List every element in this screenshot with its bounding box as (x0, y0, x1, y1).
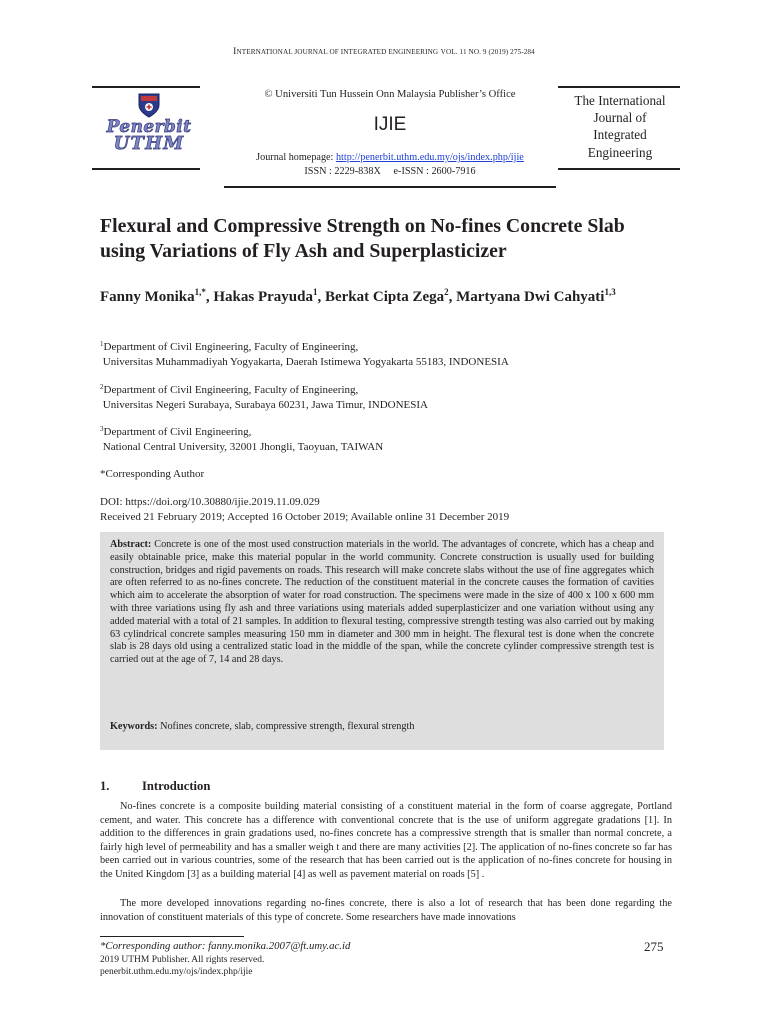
homepage-link[interactable]: http://penerbit.uthm.edu.my/ojs/index.php/ijie (335, 152, 524, 163)
paragraph-text: The more developed innovations regarding no-fines concrete, there is also a lot of research that has been done regarding the innovation of constituent materials of this type of concrete. Some researchers have made innovations (100, 898, 672, 923)
masthead-rule-left-top (92, 86, 200, 88)
abstract-text: Concrete is one of the most used construction materials in the world. The advantages of concrete, which has a cheap and easily obtainable price, make this material popular in the world community. Concrete construction is usually used for building construction, bridges and rigid pavements on roads. This research will make concrete slabs without the use of fine aggregates which are often referred to as no-fines concrete. The reduction of the constituent material in the concrete causes the formation of cavities which aim to accelerate the absorption of water for road construction. The specimens were made in the size of 400 x 100 x 600 mm with three variations using fly ash and three variations using materials added superplasticizer and one variation without using any added material with a total of 21 samples. In addition to flexural testing, compressive strength testing was also carried out by making 63 cylindrical concrete samples measuring 150 mm in diameter and 300 mm in height. The flexural test is done when the concrete slab is 28 days old using a centralized static load in the middle of the span, while the concrete cylinder compressive strength test is carried out at the age of 7, 14 and 28 days. (110, 539, 654, 666)
author-affiliation-mark: 1,* (194, 287, 206, 297)
affiliation-number: 1 (100, 340, 104, 348)
article-title (100, 214, 680, 264)
affiliation (100, 383, 680, 413)
author-name: Berkat Cipta Zega (324, 289, 445, 305)
footer-url: penerbit.uthm.edu.my/ojs/index.php/ijie (100, 967, 253, 977)
affiliation (100, 340, 680, 370)
affiliation-number: 3 (100, 425, 104, 433)
publisher-logo (104, 92, 194, 162)
page-number: 275 (644, 939, 664, 954)
section-heading (100, 779, 210, 794)
affiliation-number: 2 (100, 383, 104, 391)
keywords-label: Keywords: (110, 721, 158, 732)
footnote-rule (100, 936, 244, 937)
masthead-rule-left-bottom (92, 168, 200, 170)
journal-name (560, 92, 680, 161)
keywords (110, 721, 414, 732)
journal-name-line: The International (574, 93, 666, 108)
author-affiliation-mark: 2 (444, 287, 449, 297)
issn-line: ISSN : 2229-838X e-ISSN : 2600-7916 (304, 166, 476, 177)
affiliation-line: Universitas Negeri Surabaya, Surabaya 60231, Jawa Timur, INDONESIA (102, 398, 428, 411)
running-head-journal: NTERNATIONAL JOURNAL OF INTEGRATED ENGINEERING (236, 48, 439, 56)
logo-text-uthm: UTHM (113, 133, 185, 154)
body-paragraph (100, 800, 672, 882)
journal-name-line: Journal of (593, 110, 647, 126)
paragraph-text: No-fines concrete is a composite building material consisting of a constituent material in the form of coarse aggregate, Portland cement, and water. This concrete has a difference with conventional concrete that is the use of uniform aggregate gradations [1]. In addition to the differences in grain gradations used, no-fines concrete has a compressive strength that is smaller than normal concrete, a fairly high level of permeability and has a smaller weigh t and there are many activities [2]. The application of no-fines concrete so far has been carried out in various countries, some of the research that has been carried out is the application of no-fines concrete for housing in the United Kingdom [3] as a building material [4] as well as pavement material on roads [5] . (100, 801, 672, 880)
affiliation-line: National Central University, 32001 Jhongli, Taoyuan, TAIWAN (102, 440, 384, 453)
affiliation-line: Department of Civil Engineering, Faculty of Engineering, (103, 341, 359, 353)
affiliation-line: Department of Civil Engineering, Faculty of Engineering, (103, 384, 359, 396)
masthead-rule-middle (224, 186, 556, 188)
homepage-label: Journal homepage: (256, 152, 336, 163)
received-dates: Received 21 February 2019; Accepted 16 October 2019; Available online 31 December 2019 (100, 511, 510, 523)
journal-name-line: Integrated (593, 127, 647, 143)
title-line: Flexural and Compressive Strength on No-fines Concrete Slab (100, 215, 625, 237)
affiliation-line: Department of Civil Engineering, (103, 426, 252, 438)
journal-acronym: IJIE (373, 114, 407, 135)
title-line: using Variations of Fly Ash and Superplasticizer (100, 240, 507, 262)
abstract-label: Abstract: (110, 539, 152, 550)
running-head-initial: I (233, 46, 237, 57)
uthm-crest-icon (137, 92, 161, 118)
masthead-rule-right-bottom (558, 168, 680, 170)
author-separator: , (448, 289, 457, 305)
doi-line: DOI: https://doi.org/10.30880/ijie.2019.11.09.029 (100, 496, 320, 508)
masthead-rule-right-top (558, 86, 680, 88)
author-separator: , (317, 289, 325, 305)
affiliation-line: Universitas Muhammadiyah Yogyakarta, Daerah Istimewa Yogyakarta 55183, INDONESIA (102, 355, 509, 368)
journal-homepage (224, 152, 556, 163)
copyright-line: © Universiti Tun Hussein Onn Malaysia Publisher’s Office (264, 89, 516, 100)
author-list (100, 287, 680, 308)
author-affiliation-mark: 1 (312, 287, 318, 297)
journal-name-line: Engineering (587, 144, 653, 160)
corresponding-author-email: *Corresponding author: fanny.monika.2007@ft.umy.ac.id (100, 940, 351, 952)
copyright-notice: 2019 UTHM Publisher. All rights reserved. (100, 955, 265, 965)
abstract-box (100, 532, 664, 750)
author-name: Hakas Prayuda (213, 289, 313, 305)
author-separator: , (205, 289, 214, 305)
running-head (0, 46, 768, 57)
logo-text-penerbit: Penerbit (106, 117, 192, 137)
keywords-text: Nofines concrete, slab, compressive strength, flexural strength (157, 721, 415, 732)
author-affiliation-mark: 1,3 (604, 287, 616, 297)
section-title: Introduction (142, 779, 211, 793)
section-number: 1. (100, 779, 110, 793)
affiliation (100, 425, 680, 455)
body-paragraph (100, 897, 672, 924)
abstract (110, 539, 654, 667)
author-name: Fanny Monika (100, 289, 195, 305)
author-name: Martyana Dwi Cahyati (456, 289, 605, 305)
corresponding-author-note: *Corresponding Author (100, 468, 205, 480)
running-head-volume: VOL. 11 NO. 9 (2019) 275-284 (440, 48, 535, 56)
